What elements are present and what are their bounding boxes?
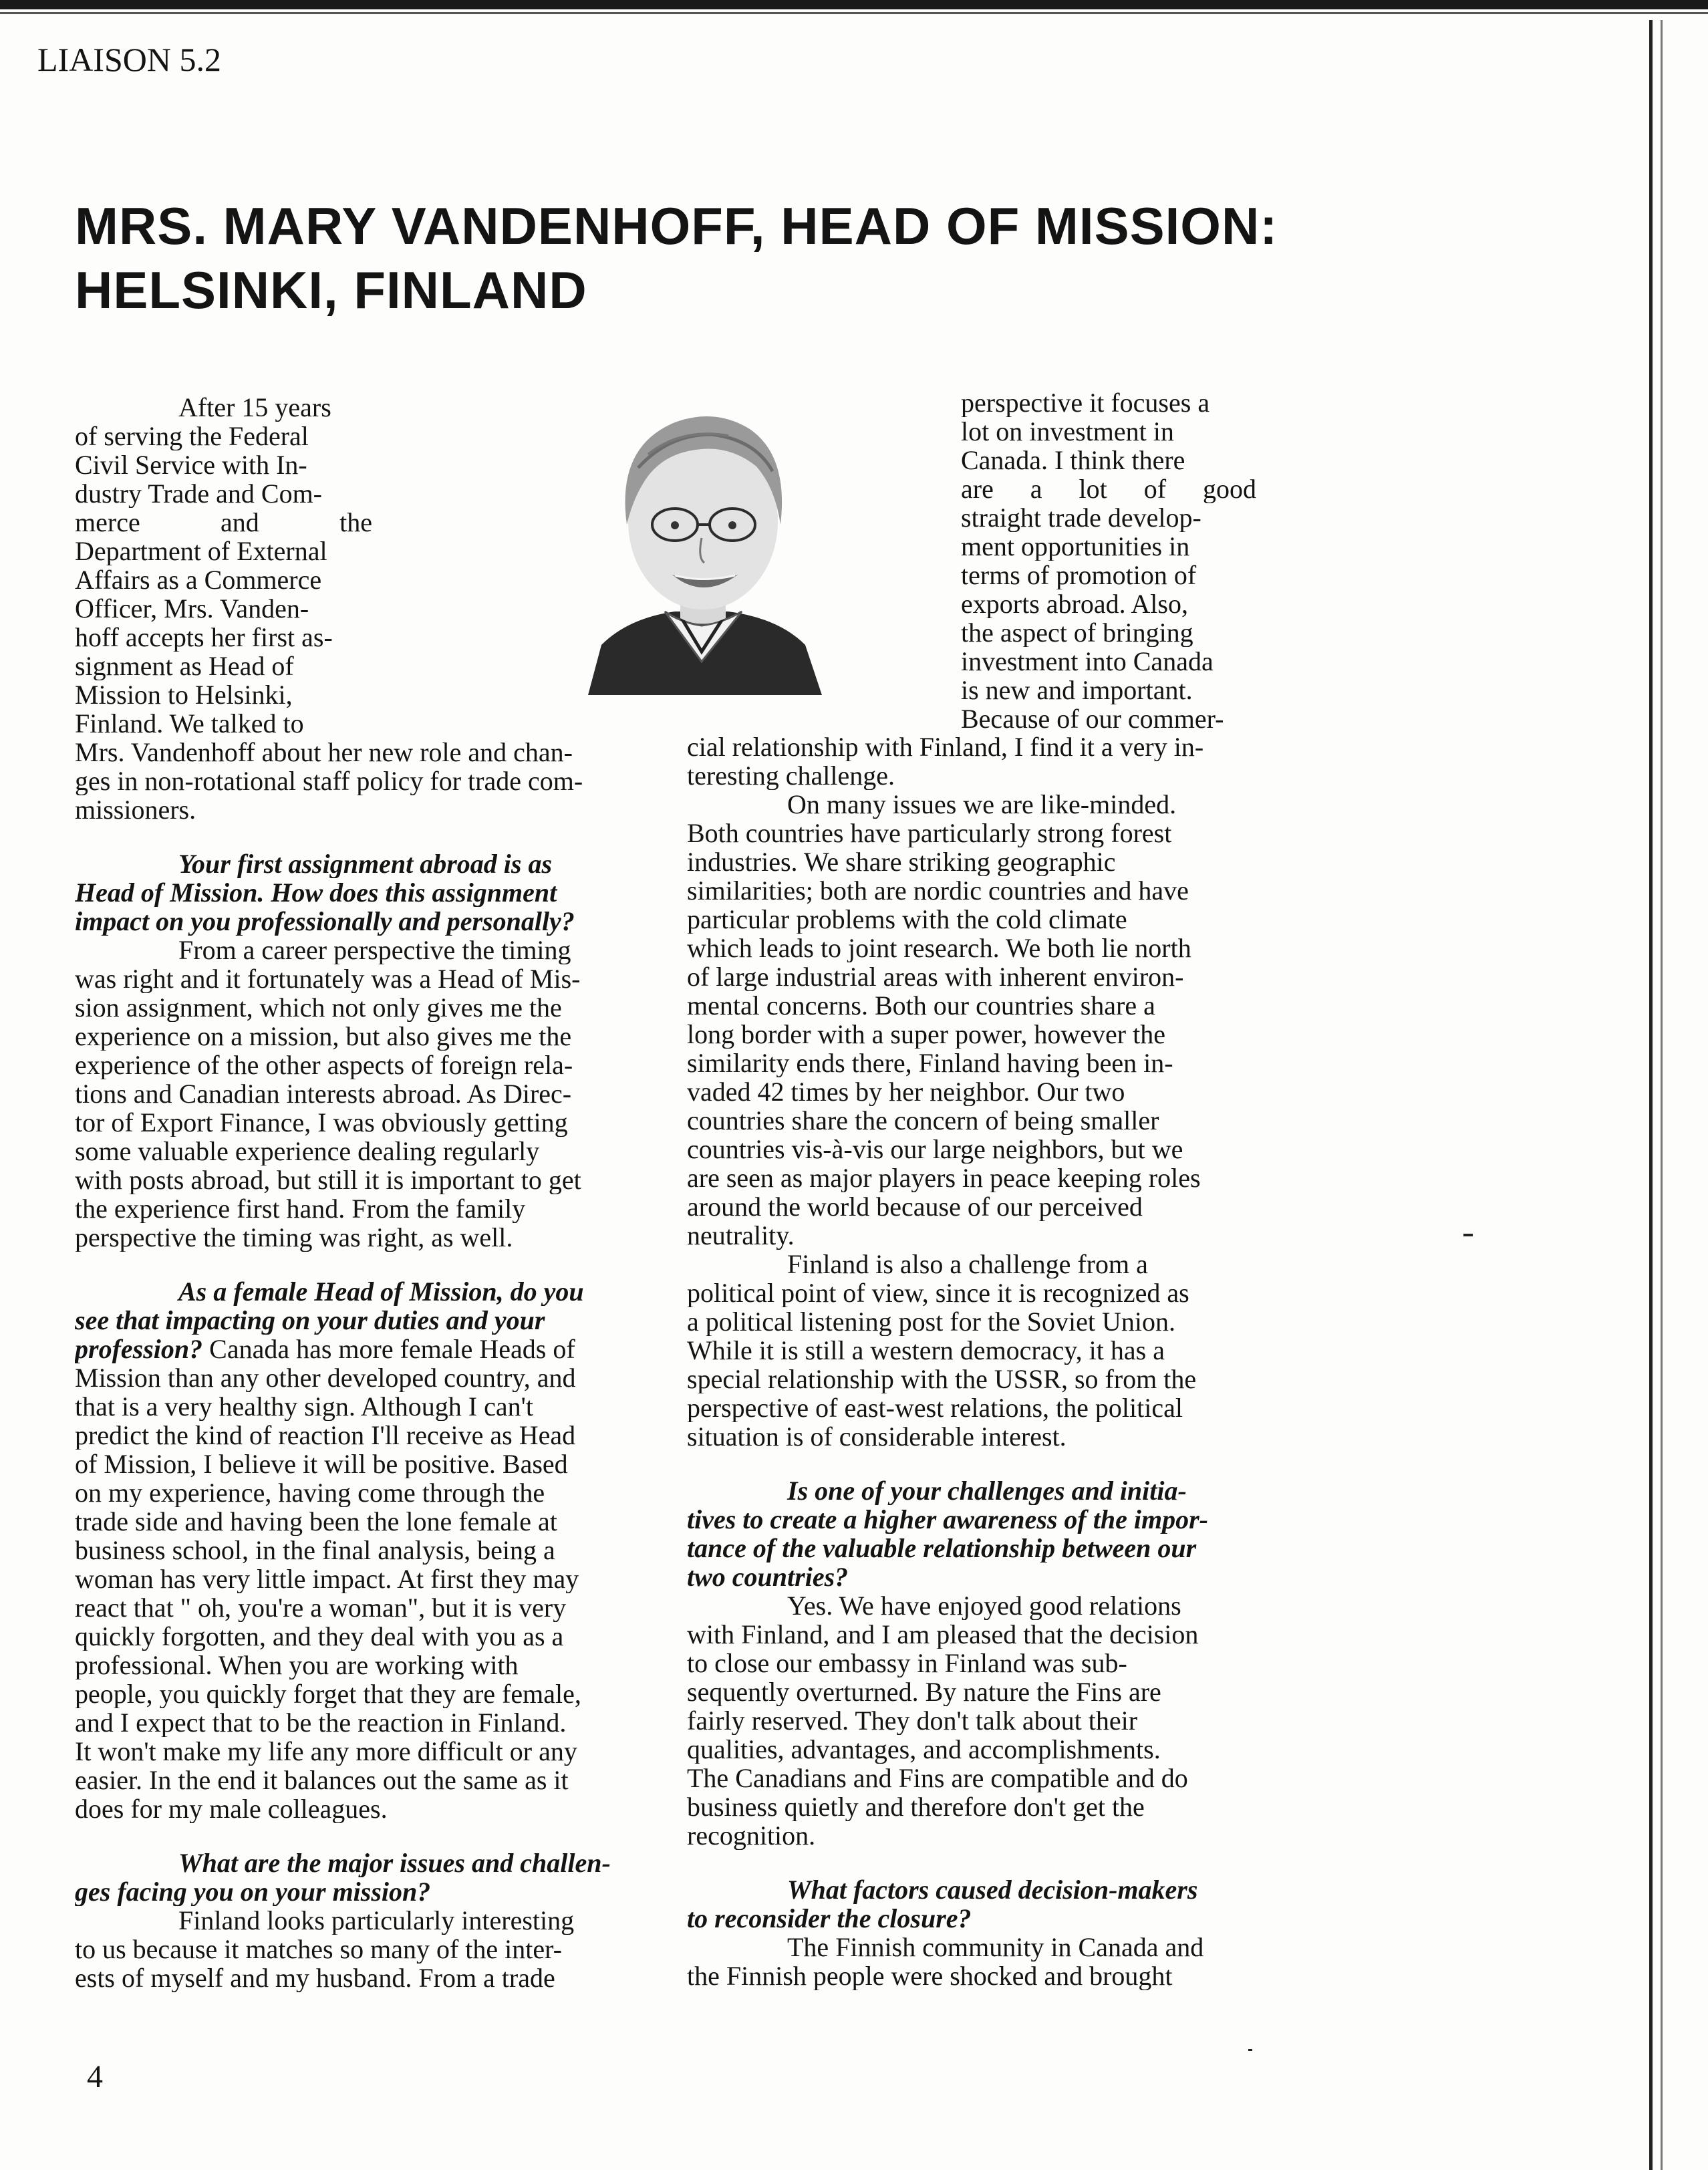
text-line: straight trade develop- — [961, 503, 1201, 532]
text-line: trade side and having been the lone female at — [75, 1507, 557, 1536]
text-line: qualities, advantages, and accomplishments. — [687, 1735, 1161, 1764]
text-line: the Finnish people were shocked and brought — [687, 1961, 1173, 1990]
text-line: business quietly and therefore don't get the — [687, 1792, 1145, 1821]
text-line: sequently overturned. By nature the Fins are — [687, 1677, 1161, 1706]
text-line: mental concerns. Both our countries share a — [687, 991, 1155, 1020]
text-line: hoff accepts her first as- — [75, 623, 333, 652]
text-line: tions and Canadian interests abroad. As Direc- — [75, 1079, 572, 1108]
text-line: on my experience, having come through the — [75, 1478, 545, 1507]
text-line: of Mission, I believe it will be positive. Based — [75, 1450, 568, 1478]
text-line: The Finnish community in Canada and — [787, 1933, 1204, 1961]
question-line: What factors caused decision-makers — [787, 1875, 1198, 1904]
text-line: woman has very little impact. At first they may — [75, 1565, 579, 1593]
text-line: experience on a mission, but also gives me the — [75, 1022, 572, 1051]
text-line: missioners. — [75, 795, 196, 824]
text-line: quickly forgotten, and they deal with you as a — [75, 1622, 564, 1651]
text-line: to close our embassy in Finland was sub- — [687, 1649, 1127, 1677]
text-line: Finland is also a challenge from a — [787, 1250, 1148, 1278]
question-line: As a female Head of Mission, do you — [178, 1277, 584, 1306]
text-line: Finland looks particularly interesting — [178, 1906, 575, 1935]
portrait-photo — [575, 388, 830, 695]
question-line: tives to create a higher awareness of the impor- — [687, 1505, 1208, 1534]
text-line: around the world because of our perceived — [687, 1192, 1143, 1221]
text-line: that is a very healthy sign. Although I can't — [75, 1392, 533, 1421]
text-line: special relationship with the USSR, so from the — [687, 1365, 1197, 1393]
text-line: Department of External — [75, 537, 327, 565]
right-column-intro — [961, 388, 1256, 733]
right-margin-rule-thin — [1661, 20, 1663, 2170]
text-line: dustry Trade and Com- — [75, 479, 322, 508]
text-line: After 15 years — [178, 393, 331, 422]
question-line: Is one of your challenges and initia- — [787, 1476, 1187, 1505]
left-column-main — [75, 738, 663, 1992]
question-line: tance of the valuable relationship between our — [687, 1534, 1197, 1563]
text-line: with posts abroad, but still it is important to get — [75, 1166, 581, 1194]
text-line: Mission than any other developed country, and — [75, 1363, 576, 1392]
text-line: a political listening post for the Soviet Union. — [687, 1307, 1176, 1336]
question-line: two countries? — [687, 1563, 849, 1591]
text-line: business school, in the final analysis, being a — [75, 1536, 555, 1565]
top-border-thin — [0, 12, 1708, 14]
text-line: to us because it matches so many of the inter- — [75, 1935, 562, 1963]
text-line: of large industrial areas with inherent environ- — [687, 962, 1184, 991]
text-line: does for my male colleagues. — [75, 1794, 388, 1823]
scan-speck — [1463, 1234, 1473, 1236]
text-line: some valuable experience dealing regularly — [75, 1137, 540, 1166]
text-line: teresting challenge. — [687, 761, 895, 790]
text-line: with Finland, and I am pleased that the decision — [687, 1620, 1199, 1649]
text-line: which leads to joint research. We both lie north — [687, 934, 1191, 962]
text-line: are seen as major players in peace keeping roles — [687, 1164, 1201, 1192]
right-column-main — [687, 732, 1268, 1990]
text-line: Officer, Mrs. Vanden- — [75, 594, 309, 623]
text-line: was right and it fortunately was a Head of Mis- — [75, 964, 581, 993]
text-line: are a lot of good — [961, 474, 1256, 503]
question-line: Head of Mission. How does this assignment — [75, 878, 557, 907]
article-title — [75, 194, 1578, 322]
text-line: political point of view, since it is recognized as — [687, 1278, 1189, 1307]
text-line: signment as Head of — [75, 652, 294, 680]
text-line: predict the kind of reaction I'll receive as Head — [75, 1421, 576, 1450]
text-line: lot on investment in — [961, 417, 1174, 446]
text-line: ges in non-rotational staff policy for trade com- — [75, 767, 583, 795]
text-line: cial relationship with Finland, I find it a very in- — [687, 732, 1204, 761]
text-line: Finland. We talked to — [75, 709, 304, 738]
question-line: Your first assignment abroad is as — [178, 849, 553, 878]
question-line: ges facing you on your mission? — [75, 1877, 431, 1906]
text-line: similarity ends there, Finland having been in- — [687, 1049, 1173, 1077]
text-line: perspective the timing was right, as well. — [75, 1223, 513, 1252]
left-column-intro — [75, 393, 372, 738]
text-line: It won't make my life any more difficult or any — [75, 1737, 577, 1766]
text-line: of serving the Federal — [75, 422, 309, 450]
text-line: Civil Service with In- — [75, 450, 307, 479]
text-line: perspective it focuses a — [961, 388, 1210, 417]
text-line: the experience first hand. From the family — [75, 1194, 526, 1223]
text-line: tor of Export Finance, I was obviously getting — [75, 1108, 568, 1137]
text-line: Both countries have particularly strong forest — [687, 819, 1172, 847]
question-line: impact on you professionally and personally? — [75, 907, 575, 936]
text-line: fairly reserved. They don't talk about their — [687, 1706, 1138, 1735]
question-end: profession? — [75, 1335, 203, 1363]
page-number: 4 — [87, 2059, 103, 2094]
text-line: Canada. I think there — [961, 446, 1185, 474]
question-line: What are the major issues and challen- — [178, 1849, 611, 1877]
text-line: On many issues we are like-minded. — [787, 790, 1177, 819]
text-line: The Canadians and Fins are compatible and do — [687, 1764, 1188, 1792]
text-line: sion assignment, which not only gives me the — [75, 993, 562, 1022]
text-line: perspective of east-west relations, the political — [687, 1393, 1183, 1422]
text-line: is new and important. — [961, 676, 1193, 704]
question-line: see that impacting on your duties and your — [75, 1306, 545, 1335]
text-line: ment opportunities in — [961, 532, 1190, 561]
text-line: Because of our commer- — [961, 704, 1224, 733]
text-line: Yes. We have enjoyed good relations — [787, 1591, 1181, 1620]
text-line: From a career perspective the timing — [178, 936, 571, 964]
text-line: Mrs. Vandenhoff about her new role and chan- — [75, 738, 573, 767]
question-line: to reconsider the closure? — [687, 1904, 972, 1933]
text-line: the aspect of bringing — [961, 618, 1193, 647]
text-line: vaded 42 times by her neighbor. Our two — [687, 1077, 1125, 1106]
text-line: experience of the other aspects of foreign rela- — [75, 1051, 573, 1079]
scan-speck — [1248, 2049, 1252, 2051]
text-line: easier. In the end it balances out the same as it — [75, 1766, 569, 1794]
portrait-image — [575, 388, 830, 695]
text-line: Affairs as a Commerce — [75, 565, 322, 594]
text-line: neutrality. — [687, 1221, 795, 1250]
top-border — [0, 0, 1708, 9]
right-margin-rule — [1649, 20, 1653, 2170]
text-line: countries share the concern of being smaller — [687, 1106, 1159, 1135]
text-line: Mission to Helsinki, — [75, 680, 293, 709]
text-line: long border with a super power, however the — [687, 1020, 1165, 1049]
text-line: recognition. — [687, 1821, 816, 1850]
text-line: particular problems with the cold climate — [687, 905, 1127, 934]
text-line: While it is still a western democracy, it has a — [687, 1336, 1165, 1365]
text-line: professional. When you are working with — [75, 1651, 519, 1679]
text-line: situation is of considerable interest. — [687, 1422, 1066, 1451]
text-line: ests of myself and my husband. From a trade — [75, 1963, 555, 1992]
title-line: HELSINKI, FINLAND — [75, 261, 587, 319]
answer-start: Canada has more female Heads of — [202, 1335, 575, 1363]
running-header: LIAISON 5.2 — [37, 41, 221, 78]
title-line: MRS. MARY VANDENHOFF, HEAD OF MISSION: — [75, 196, 1278, 255]
text-line: react that " oh, you're a woman", but it is very — [75, 1593, 567, 1622]
text-line: exports abroad. Also, — [961, 589, 1188, 618]
text-line — [75, 1335, 663, 1363]
text-line: terms of promotion of — [961, 561, 1197, 589]
text-line: similarities; both are nordic countries and have — [687, 876, 1189, 905]
text-line: industries. We share striking geographic — [687, 847, 1116, 876]
text-line: merce and the — [75, 508, 372, 537]
text-line: people, you quickly forget that they are female, — [75, 1679, 581, 1708]
text-line: countries vis-à-vis our large neighbors, but we — [687, 1135, 1183, 1164]
text-line: investment into Canada — [961, 647, 1214, 676]
text-line: and I expect that to be the reaction in Finland. — [75, 1708, 567, 1737]
